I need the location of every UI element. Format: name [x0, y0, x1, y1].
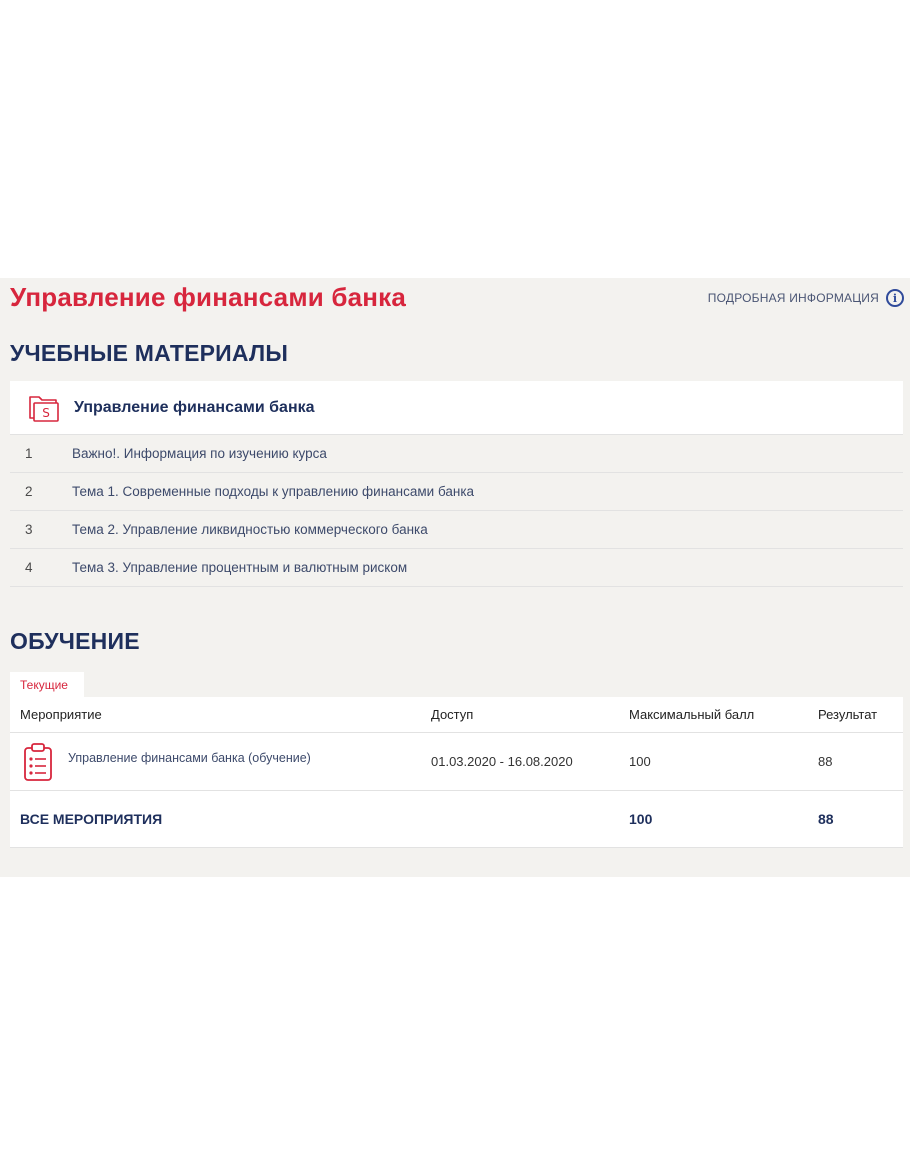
event-result: 88	[818, 754, 833, 769]
folder-icon	[28, 393, 60, 423]
material-number: 3	[25, 522, 33, 537]
column-header-event: Мероприятие	[20, 707, 102, 722]
folder-icon-letter: S	[42, 405, 50, 420]
material-item[interactable]	[10, 473, 903, 511]
materials-list	[10, 435, 903, 587]
clipboard-icon	[22, 742, 54, 782]
material-title: Тема 3. Управление процентным и валютным риском	[72, 560, 408, 575]
details-link-label: ПОДРОБНАЯ ИНФОРМАЦИЯ	[707, 291, 879, 305]
page-title: Управление финансами банка	[10, 282, 407, 312]
total-result: 88	[818, 811, 834, 827]
learning-heading: ОБУЧЕНИЕ	[10, 628, 140, 654]
total-max-score: 100	[629, 811, 653, 827]
details-link[interactable]	[708, 289, 904, 307]
materials-card[interactable]	[10, 381, 903, 435]
total-label: ВСЕ МЕРОПРИЯТИЯ	[20, 811, 163, 827]
column-header-max-score: Максимальный балл	[629, 707, 755, 722]
event-link[interactable]: Управление финансами банка (обучение)	[68, 750, 311, 765]
material-item[interactable]	[10, 511, 903, 549]
events-table	[10, 697, 903, 848]
table-row	[10, 733, 903, 791]
course-page	[0, 278, 910, 877]
table-total-row	[10, 791, 903, 848]
material-title: Важно!. Информация по изучению курса	[72, 446, 327, 461]
material-title: Тема 1. Современные подходы к управлению финансами банка	[72, 484, 475, 499]
table-header-row	[10, 697, 903, 733]
event-cell	[10, 742, 431, 782]
column-header-access: Доступ	[431, 707, 474, 722]
material-number: 4	[25, 560, 33, 575]
column-header-result: Результат	[818, 707, 878, 722]
material-item[interactable]	[10, 549, 903, 587]
materials-card-title: Управление финансами банка	[74, 398, 315, 416]
material-title: Тема 2. Управление ликвидностью коммерческого банка	[72, 522, 428, 537]
material-number: 2	[25, 484, 33, 499]
materials-heading: УЧЕБНЫЕ МАТЕРИАЛЫ	[10, 340, 289, 366]
event-access: 01.03.2020 - 16.08.2020	[431, 754, 573, 769]
material-number: 1	[25, 446, 33, 461]
tab-current[interactable]: Текущие	[10, 672, 84, 697]
event-max-score: 100	[629, 754, 651, 769]
info-icon: i	[886, 289, 904, 307]
material-item[interactable]	[10, 435, 903, 473]
